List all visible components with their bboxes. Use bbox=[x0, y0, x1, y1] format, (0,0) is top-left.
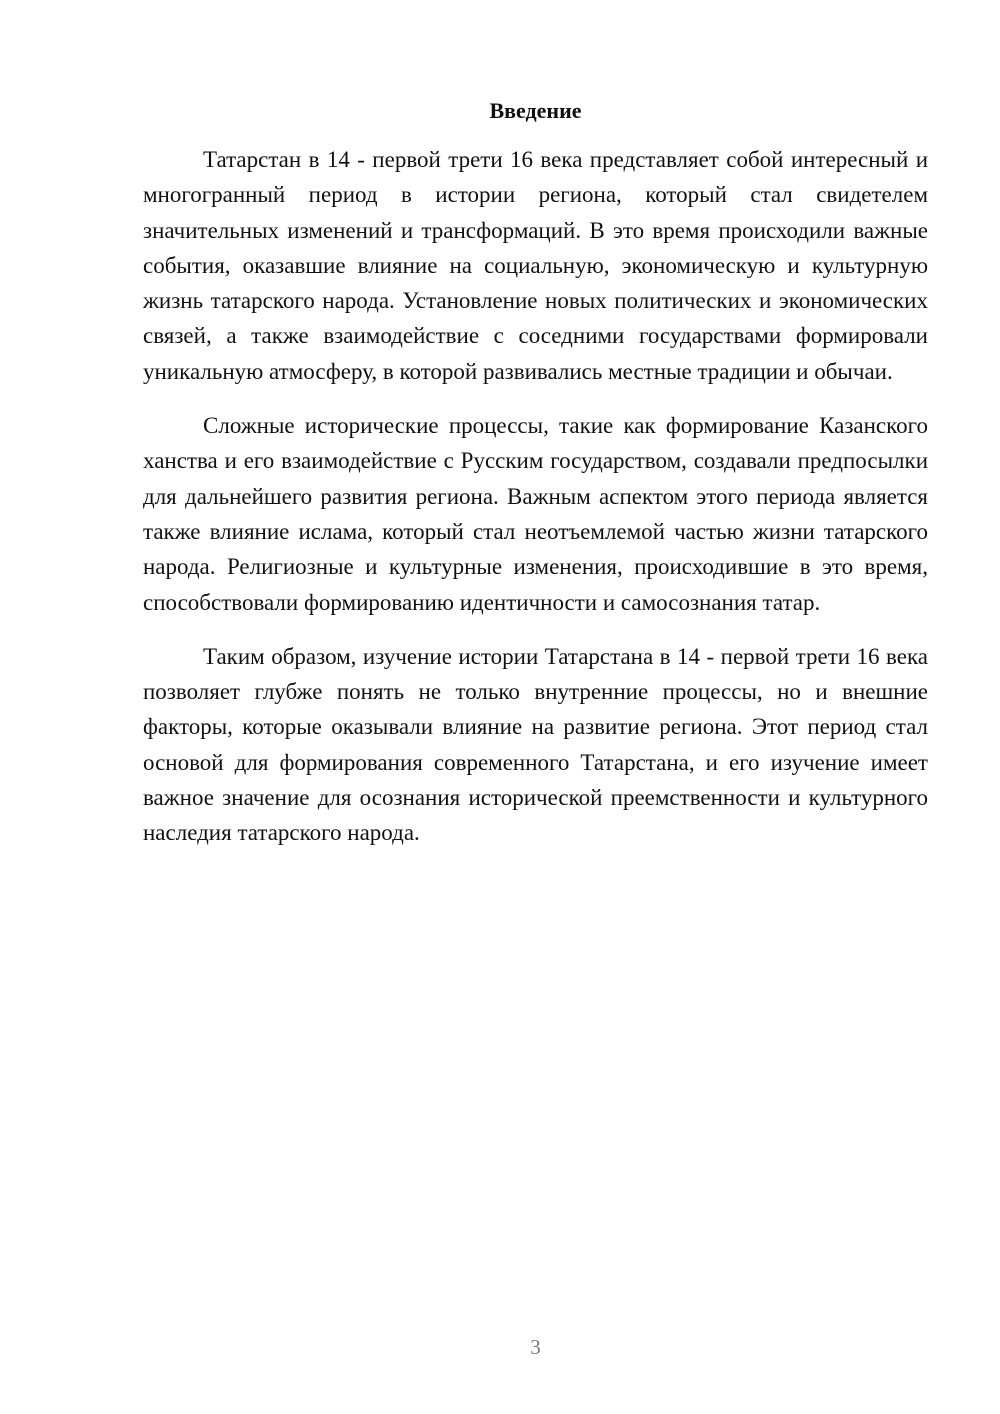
paragraph-2: Сложные исторические процессы, такие как формирование Казанского ханства и его взаимодействие с Русским государством, создавали предпосылки для дальнейшего развития региона. Важным аспектом этого периода является также влияние ислама, который стал неотъемлемой частью жизни татарского народа. Религиозные и культурные изменения, происходившие в это время, способствовали формированию идентичности и самосознания татар. bbox=[143, 413, 928, 615]
paragraph-3: Таким образом, изучение истории Татарстана в 14 - первой трети 16 века позволяет глубже понять не только внутренние процессы, но и внешние факторы, которые оказывали влияние на развитие региона. Этот период стал основой для формирования современного Татарстана, и его изучение имеет важное значение для осознания исторической преемственности и культурного наследия татарского народа. bbox=[143, 643, 928, 846]
body-text bbox=[143, 142, 928, 870]
section-heading: Введение bbox=[489, 98, 582, 123]
page-number: 3 bbox=[530, 1335, 541, 1359]
paragraph-1: Татарстан в 14 - первой трети 16 века представляет собой интересный и многогранный период в истории региона, который стал свидетелем значительных изменений и трансформаций. В это время происходили важные события, оказавшие влияние на социальную, экономическую и культурную жизнь татарского народа. Установление новых политических и экономических связей, а также взаимодействие с соседними государствами формировали уникальную атмосферу, в которой развивались местные традиции и обычаи. bbox=[143, 147, 928, 384]
